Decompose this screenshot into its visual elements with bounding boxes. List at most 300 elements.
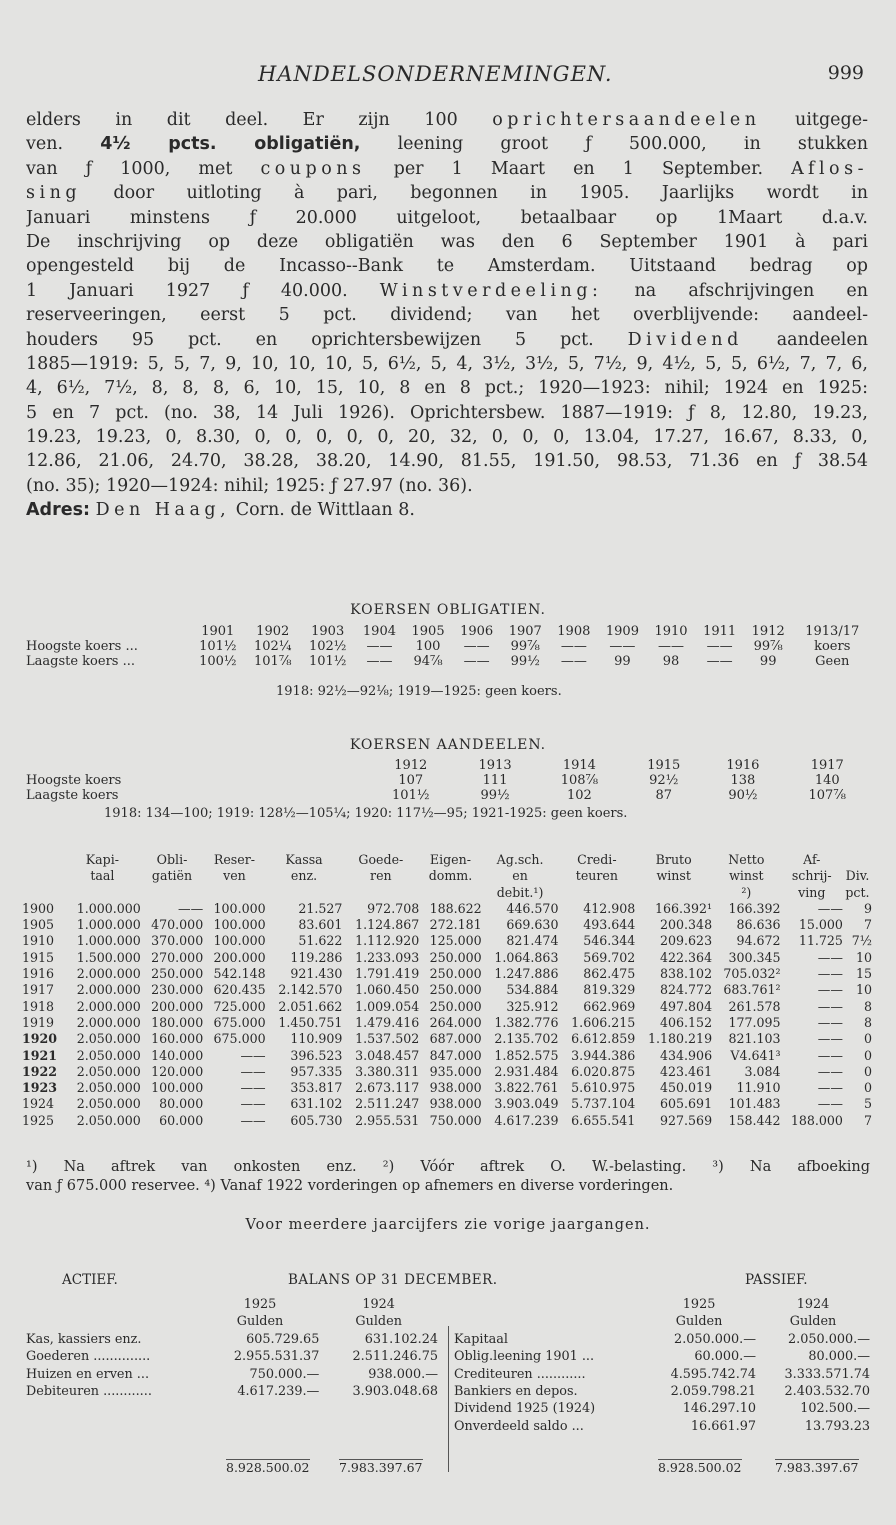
- table-cell: 2.050.000: [76, 1080, 141, 1096]
- text-run: Januari minstens ƒ 20.000 uitgeloot, betaalbaar op 1Maart d.a.v.: [26, 207, 868, 228]
- table-cell: ——: [560, 654, 587, 669]
- text-run: 1885—1919: 5, 5, 7, 9, 10, 10, 10, 5, 6½, 5, 4, 3½, 3½, 5, 7½, 9, 4½, 5, 5, 6½, 7, 7, 6,: [26, 353, 868, 374]
- text-run: 19.23, 19.23, 0, 8.30, 0, 0, 0, 0, 0, 20, 32, 0, 0, 0, 13.04, 17.27, 16.67, 8.33, 0,: [26, 427, 868, 448]
- table-cell: ——: [706, 639, 733, 654]
- table-cell: 1.000.000: [76, 900, 141, 916]
- column-header: schrij-: [791, 868, 832, 884]
- column-header: Eigen-: [429, 852, 471, 867]
- column-header: [419, 885, 481, 901]
- table-cell: 250.000: [429, 949, 482, 965]
- table-cell: 10: [855, 982, 872, 998]
- table-cell: 3.380.311: [355, 1063, 420, 1079]
- table-cell: V4.641³: [730, 1047, 781, 1063]
- column-header: pct.: [845, 884, 870, 900]
- year-header: 1911: [703, 624, 737, 639]
- table-cell: 7: [863, 1112, 872, 1128]
- row-label: Bankiers en depos.: [454, 1384, 578, 1400]
- table-cell: 200.348: [660, 917, 713, 933]
- table-cell: 270.000: [151, 949, 204, 965]
- table-cell: [26, 758, 366, 773]
- table-cell: 107: [398, 773, 424, 788]
- table-cell: 675.000: [213, 1014, 266, 1030]
- row-label: Goederen ..............: [26, 1349, 151, 1365]
- table-header-row: [26, 1313, 438, 1330]
- table-cell: 100.000: [151, 1080, 204, 1096]
- table-cell: 957.335: [290, 1063, 343, 1079]
- table-cell: ——: [240, 1096, 266, 1112]
- table-cell: 83.601: [298, 917, 343, 933]
- table-cell: 620.435: [213, 982, 266, 998]
- table-cell: 1.000.000: [76, 933, 141, 949]
- table-cell: 101.483: [728, 1096, 781, 1112]
- table-cell: 1.124.867: [355, 917, 420, 933]
- paragraph-line: [26, 449, 868, 473]
- obligatien-title: KOERSEN OBLIGATIEN.: [350, 602, 546, 618]
- table-row: [26, 654, 872, 669]
- table-cell: 119.286: [290, 949, 343, 965]
- table-cell: 669.630: [506, 917, 559, 933]
- table-cell: 102: [566, 788, 592, 803]
- table-cell: 972.708: [367, 900, 420, 916]
- aandeelen-note: 1918: 134—100; 1919: 128½—105¼; 1920: 117½—95; 1921-1925: geen koers.: [104, 806, 628, 821]
- table-cell: 3.944.386: [571, 1047, 636, 1063]
- row-label: Kapitaal: [454, 1331, 508, 1347]
- table-cell: 101½: [392, 788, 430, 803]
- table-cell: 4.595.742.74: [670, 1366, 757, 1382]
- column-header: [635, 885, 712, 901]
- table-cell: 125.000: [429, 933, 482, 949]
- table-row: [26, 1383, 438, 1400]
- table-row: [26, 1331, 438, 1348]
- table-cell: 1.500.000: [76, 949, 141, 965]
- column-header: Credi-: [577, 852, 617, 867]
- column-header: Kassa: [285, 852, 323, 867]
- year-header: 1904: [362, 624, 396, 639]
- table-cell: 412.908: [583, 900, 636, 916]
- text-run: (no. 35); 1920—1924: nihil; 1925: ƒ 27.97 (no. 36).: [26, 475, 473, 496]
- table-cell: 2.050.000: [76, 1112, 141, 1128]
- table-header-row: [22, 885, 872, 901]
- table-cell: 92½: [649, 773, 679, 788]
- table-header-row: [26, 758, 872, 773]
- table-cell: 200.000: [213, 949, 266, 965]
- table-cell: 99⅞: [753, 639, 783, 654]
- year-header: 1913: [478, 758, 512, 773]
- table-cell: 862.475: [583, 966, 636, 982]
- year-header: 1925: [243, 1297, 277, 1312]
- unit-header: Gulden: [355, 1314, 402, 1330]
- table-cell: 87: [655, 788, 672, 803]
- table-cell: ——: [817, 900, 843, 916]
- table-cell: 102½: [308, 639, 347, 654]
- table-cell: 662.969: [583, 998, 636, 1014]
- table-cell: 15: [855, 966, 872, 982]
- column-header: taal: [90, 868, 115, 884]
- table-cell: 166.392: [728, 900, 781, 916]
- row-label: Hoogste koers ...: [26, 639, 138, 654]
- table-cell: 2.000.000: [76, 1014, 141, 1030]
- table-cell: ——: [817, 1096, 843, 1112]
- table-cell: 3.903.048.68: [352, 1384, 438, 1400]
- table-cell: 938.000: [429, 1080, 482, 1096]
- page-number: 999: [827, 62, 864, 84]
- table-cell: ——: [240, 1080, 266, 1096]
- column-header: domm.: [428, 868, 473, 884]
- column-header: ving: [798, 884, 826, 900]
- unit-header: Gulden: [789, 1314, 837, 1330]
- column-header: [203, 885, 265, 901]
- table-cell: 2.050.000: [76, 1047, 141, 1063]
- year-header: 1908: [557, 624, 591, 639]
- table-cell: 450.019: [660, 1080, 713, 1096]
- text-run: sing: [26, 183, 82, 204]
- year-header: 1902: [256, 624, 290, 639]
- table-row: [454, 1331, 870, 1348]
- table-cell: 0: [863, 1047, 872, 1063]
- table-cell: 605.730: [290, 1112, 343, 1128]
- table-cell: koers: [814, 639, 851, 654]
- table-cell: 5.610.975: [571, 1080, 636, 1096]
- footnote-line: van ƒ 675.000 reservee. ⁴) Vanaf 1922 vorderingen op afnemers en diverse vorderingen.: [26, 1178, 674, 1194]
- table-cell: 7½: [851, 933, 872, 949]
- row-label: Kas, kassiers enz.: [26, 1331, 142, 1347]
- table-cell: 1.000.000: [76, 917, 141, 933]
- table-row: [22, 917, 872, 933]
- year-header: 1906: [460, 624, 494, 639]
- more-years-note: Voor meerdere jaarcijfers zie vorige jaargangen.: [245, 1217, 651, 1233]
- table-cell: ——: [240, 1112, 266, 1128]
- table-cell: 705.032²: [723, 966, 781, 982]
- table-row: [26, 639, 872, 654]
- table-cell: 3.903.049: [494, 1096, 559, 1112]
- row-label: Crediteuren ............: [454, 1366, 586, 1382]
- table-cell: 188.000: [790, 1112, 843, 1128]
- table-cell: 261.578: [728, 998, 781, 1014]
- text-run: Adres:: [26, 500, 90, 521]
- table-cell: 2.050.000: [76, 1031, 141, 1047]
- table-cell: 2.931.484: [494, 1063, 559, 1079]
- table-row: [22, 1048, 872, 1064]
- table-cell: 1.247.886: [494, 966, 559, 982]
- table-cell: 166.392¹: [654, 900, 713, 916]
- table-cell: 1.060.450: [355, 982, 420, 998]
- table-cell: 230.000: [151, 982, 204, 998]
- column-header: [22, 852, 64, 868]
- table-cell: 13.793.23: [804, 1418, 870, 1434]
- paragraph-line: [26, 401, 868, 425]
- text-run: reserveeringen, eerst 5 pct. dividend; van het overblijvende: aandeel-: [26, 305, 868, 326]
- year-header: 1917: [810, 758, 844, 773]
- table-cell: ——: [240, 1063, 266, 1079]
- table-cell: 497.804: [660, 998, 713, 1014]
- table-cell: 10: [855, 949, 872, 965]
- table-cell: 272.181: [429, 917, 482, 933]
- table-cell: 2.511.246.75: [352, 1349, 438, 1365]
- table-cell: 160.000: [151, 1031, 204, 1047]
- year-header: 1916: [726, 758, 760, 773]
- obligatien-table: [26, 624, 872, 669]
- actief-total-1925: 8.928.500.02: [226, 1460, 310, 1475]
- text-run: 1 Januari 1927 ƒ 40.000.: [26, 280, 380, 301]
- paragraph-line: [26, 498, 868, 522]
- year-cell: 1915: [22, 949, 55, 965]
- table-cell: [454, 1313, 642, 1330]
- text-run: aandeelen: [742, 329, 868, 350]
- table-cell: 9: [863, 900, 872, 916]
- financial-table: [22, 852, 872, 1129]
- table-row: [22, 1064, 872, 1080]
- column-header: ²): [741, 884, 752, 900]
- paragraph-line: [26, 328, 868, 352]
- table-cell: 1.009.054: [355, 998, 420, 1014]
- paragraph-line: [26, 425, 868, 449]
- table-cell: 140.000: [151, 1047, 204, 1063]
- running-title: HANDELSONDERNEMINGEN.: [258, 62, 613, 86]
- table-row: [22, 950, 872, 966]
- table-cell: 11.910: [736, 1080, 781, 1096]
- table-cell: 140: [814, 773, 840, 788]
- table-cell: 2.403.532.70: [784, 1384, 870, 1400]
- table-cell: ——: [817, 1080, 843, 1096]
- table-cell: ——: [817, 998, 843, 1014]
- table-cell: 1.791.419: [355, 966, 420, 982]
- table-row: [22, 966, 872, 982]
- table-cell: 3.048.457: [355, 1047, 420, 1063]
- text-run: per 1 Maart en 1 September.: [365, 158, 792, 179]
- year-cell: 1923: [22, 1080, 58, 1096]
- table-cell: 2.955.531.37: [233, 1349, 320, 1365]
- column-header: ven: [223, 868, 246, 884]
- table-cell: 100½: [199, 654, 237, 669]
- actief-total-1924: 7.983.397.67: [339, 1460, 423, 1475]
- table-cell: 493.644: [583, 917, 636, 933]
- table-row: [22, 1015, 872, 1031]
- row-label: Laagste koers: [26, 788, 119, 803]
- row-label: Hoogste koers: [26, 773, 122, 788]
- table-cell: 209.623: [660, 933, 713, 949]
- table-cell: 546.344: [583, 933, 636, 949]
- table-cell: 102¼: [254, 639, 292, 654]
- table-cell: 725.000: [213, 998, 266, 1014]
- text-run: De inschrijving op deze obligatiën was den 6 September 1901 à pari: [26, 231, 868, 252]
- unit-header: Gulden: [236, 1314, 284, 1330]
- year-header: 1915: [647, 758, 681, 773]
- year-cell: 1919: [22, 1014, 55, 1030]
- table-cell: 542.148: [213, 966, 266, 982]
- table-cell: 396.523: [290, 1047, 343, 1063]
- column-header: Ag.sch.: [496, 852, 544, 867]
- table-cell: ——: [817, 1063, 843, 1079]
- paragraph-line: [26, 303, 868, 327]
- table-cell: 750.000: [429, 1112, 482, 1128]
- table-row: [26, 788, 872, 803]
- column-header: winst: [729, 868, 764, 884]
- table-cell: 100.000: [213, 900, 266, 916]
- table-cell: 2.135.702: [494, 1031, 559, 1047]
- table-cell: 935.000: [429, 1063, 482, 1079]
- paragraph-line: [26, 230, 868, 254]
- running-header: [0, 62, 896, 92]
- table-cell: 188.622: [429, 900, 482, 916]
- table-cell: 2.051.662: [278, 998, 343, 1014]
- table-row: [22, 901, 872, 917]
- column-header: enz.: [290, 868, 318, 884]
- year-cell: 1925: [22, 1112, 55, 1128]
- table-row: [22, 1080, 872, 1096]
- table-cell: [454, 1296, 642, 1313]
- table-row: [22, 933, 872, 949]
- table-cell: ——: [658, 639, 685, 654]
- table-cell: 927.569: [660, 1112, 713, 1128]
- year-cell: 1924: [22, 1096, 55, 1112]
- table-cell: 446.570: [506, 900, 559, 916]
- table-cell: 80.000.—: [808, 1349, 870, 1365]
- table-row: [26, 1348, 438, 1365]
- table-cell: 3.333.571.74: [784, 1366, 870, 1382]
- text-run: houders 95 pct. en oprichtersbewijzen 5 pct.: [26, 329, 628, 350]
- paragraph-line: [26, 376, 868, 400]
- year-cell: 1921: [22, 1047, 58, 1063]
- aandeelen-title: KOERSEN AANDEELEN.: [349, 737, 547, 753]
- table-header-row: [454, 1313, 870, 1330]
- table-row: [22, 1096, 872, 1112]
- text-run: ven.: [26, 134, 101, 155]
- table-cell: 5.737.104: [571, 1096, 636, 1112]
- table-cell: 1.180.219: [647, 1031, 713, 1047]
- table-cell: 675.000: [213, 1031, 266, 1047]
- paragraph-line: [26, 108, 868, 132]
- column-header: gatiën: [151, 868, 193, 884]
- table-cell: 4.617.239: [494, 1112, 559, 1128]
- table-cell: ——: [463, 654, 490, 669]
- table-cell: 938.000.—: [368, 1366, 438, 1382]
- table-cell: 2.000.000: [76, 982, 141, 998]
- table-cell: ——: [560, 639, 587, 654]
- table-cell: 51.622: [298, 933, 343, 949]
- table-cell: 687.000: [429, 1031, 482, 1047]
- column-header: [22, 868, 64, 884]
- table-row: [454, 1418, 870, 1435]
- table-cell: ——: [178, 900, 204, 916]
- row-label: Dividend 1925 (1924): [454, 1401, 596, 1417]
- table-cell: 100.000: [213, 917, 266, 933]
- table-cell: 1.112.920: [355, 933, 420, 949]
- year-header: 1925: [682, 1297, 716, 1312]
- table-cell: 605.729.65: [246, 1331, 320, 1347]
- table-cell: 3.822.761: [494, 1080, 559, 1096]
- column-header: [558, 885, 635, 901]
- text-run: 12.86, 21.06, 24.70, 38.28, 38.20, 14.90, 81.55, 191.50, 98.53, 71.36 en ƒ 38.54: [26, 451, 868, 472]
- table-cell: ——: [817, 1031, 843, 1047]
- table-row: [26, 1366, 438, 1383]
- table-cell: Geen: [815, 654, 850, 669]
- column-header: Goede-: [358, 852, 404, 867]
- table-cell: 86.636: [736, 917, 781, 933]
- table-cell: ——: [706, 654, 733, 669]
- text-run: uitgege-: [760, 110, 868, 130]
- column-header: debit.¹): [496, 884, 544, 900]
- paragraph-line: [26, 181, 868, 205]
- table-row: [22, 1113, 872, 1129]
- table-cell: 102.500.—: [800, 1401, 870, 1417]
- text-run: 4½ pcts. obligatiën,: [100, 134, 361, 155]
- table-cell: 250.000: [429, 966, 482, 982]
- paragraph-line: [26, 474, 868, 498]
- table-cell: 847.000: [429, 1047, 482, 1063]
- text-run: oprichtersaandeelen: [492, 110, 761, 130]
- row-label: Onverdeeld saldo ...: [454, 1418, 584, 1434]
- table-cell: ——: [240, 1047, 266, 1063]
- table-cell: 821.103: [728, 1031, 781, 1047]
- table-cell: 1.537.502: [355, 1031, 420, 1047]
- year-cell: 1918: [22, 998, 55, 1014]
- year-cell: 1900: [22, 900, 55, 916]
- table-cell: 470.000: [151, 917, 204, 933]
- table-cell: 101⅞: [254, 654, 292, 669]
- table-header-row: [26, 624, 872, 639]
- column-header: ren: [370, 868, 392, 884]
- table-cell: 111: [482, 773, 508, 788]
- year-cell: 1920: [22, 1031, 58, 1047]
- year-header: 1905: [411, 624, 445, 639]
- actief-table: [26, 1296, 438, 1400]
- table-cell: 605.691: [660, 1096, 713, 1112]
- table-cell: 1.852.575: [494, 1047, 559, 1063]
- paragraph-line: [26, 132, 868, 156]
- table-row: [22, 982, 872, 998]
- table-cell: [26, 1296, 201, 1313]
- column-header: [843, 852, 872, 868]
- passief-total-1925: 8.928.500.02: [658, 1460, 742, 1475]
- table-row: [22, 1031, 872, 1047]
- footnotes: [26, 1158, 870, 1196]
- footnote-line: ¹) Na aftrek van onkosten enz. ²) Vóór aftrek O. W.-belasting. ³) Na afboeking: [26, 1159, 870, 1175]
- year-header: 1924: [362, 1297, 395, 1312]
- table-cell: 90½: [728, 788, 758, 803]
- table-cell: 107⅞: [808, 788, 846, 803]
- table-cell: ——: [609, 639, 636, 654]
- obligatien-note: 1918: 92½—92⅛; 1919—1925: geen koers.: [276, 684, 562, 699]
- text-run: elders in dit deel. Er zijn 100: [26, 110, 493, 130]
- table-cell: 353.817: [290, 1080, 343, 1096]
- table-header-row: [454, 1296, 870, 1313]
- table-cell: 8: [863, 998, 872, 1014]
- year-cell: 1917: [22, 982, 55, 998]
- table-cell: 2.000.000: [76, 998, 141, 1014]
- column-header: Obli-: [156, 852, 188, 867]
- table-cell: ——: [817, 1014, 843, 1030]
- balans-title: BALANS OP 31 DECEMBER.: [288, 1272, 498, 1288]
- table-cell: 2.511.247: [355, 1096, 420, 1112]
- table-cell: 2.050.000.—: [788, 1331, 870, 1347]
- table-cell: 101½: [308, 654, 347, 669]
- table-cell: 11.725: [798, 933, 843, 949]
- column-header: Reser-: [213, 852, 255, 867]
- table-cell: 1.450.751: [278, 1014, 343, 1030]
- text-run: Winstverdeeling:: [379, 280, 603, 301]
- table-cell: ——: [817, 982, 843, 998]
- table-cell: 60.000: [159, 1112, 204, 1128]
- paragraph-line: [26, 279, 868, 303]
- passief-total-1924: 7.983.397.67: [775, 1460, 859, 1475]
- table-cell: 2.050.000: [76, 1063, 141, 1079]
- year-cell: 1916: [22, 966, 55, 982]
- passief-title: PASSIEF.: [745, 1272, 808, 1288]
- paragraph-line: [26, 352, 868, 376]
- unit-header: Gulden: [675, 1314, 723, 1330]
- passief-table: [454, 1296, 870, 1435]
- table-cell: 99½: [510, 654, 540, 669]
